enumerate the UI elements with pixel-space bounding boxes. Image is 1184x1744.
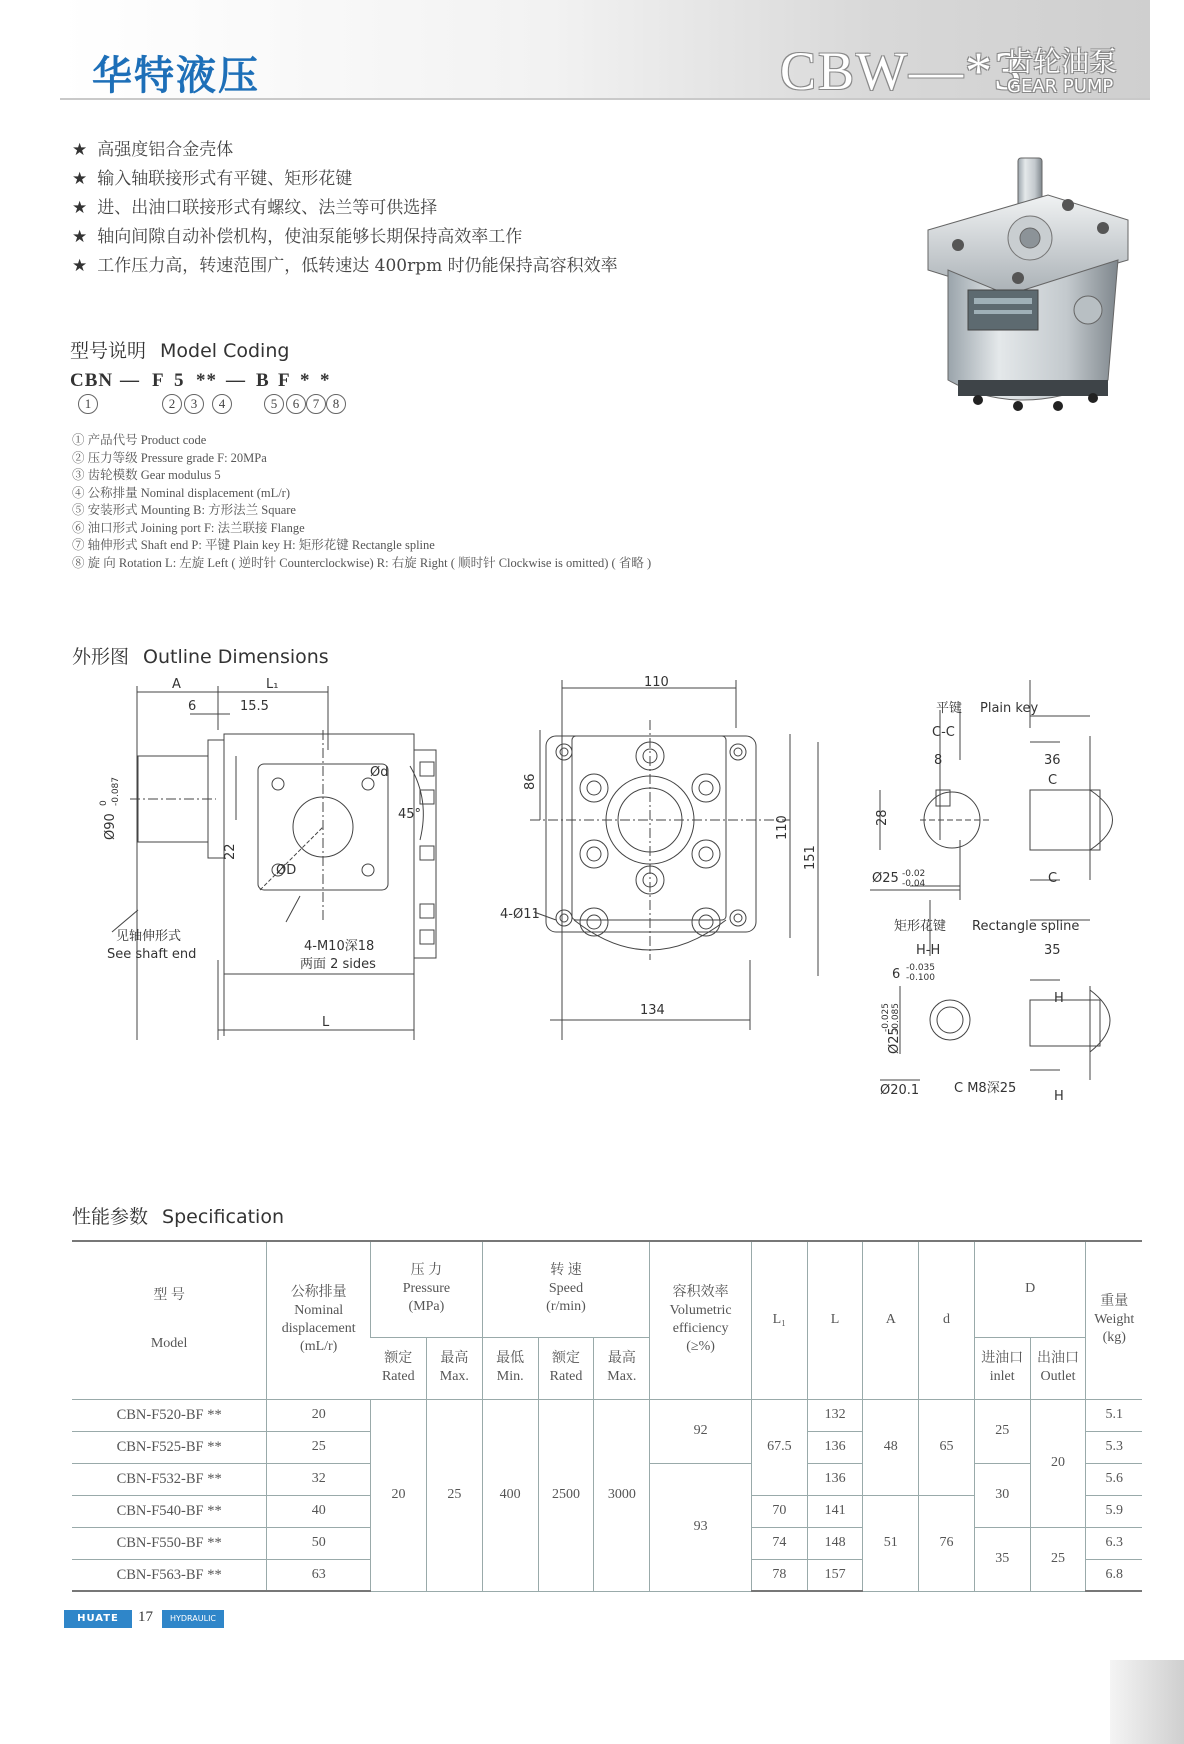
col-speed: 转 速 Speed (r/min): [482, 1241, 649, 1337]
side-view-drawing: [112, 686, 436, 1040]
spline-thread-note: C M8深25: [954, 1081, 1017, 1096]
cell-model: CBN-F540-BF **: [72, 1495, 267, 1527]
outline-title: 外形图 Outline Dimensions: [72, 646, 329, 668]
cell-speed-max: 3000: [594, 1399, 650, 1591]
cell-L: 136: [807, 1431, 863, 1463]
cell-model: CBN-F563-BF **: [72, 1559, 267, 1591]
dim-L1: L₁: [266, 677, 279, 692]
cell-pressure-rated: 20: [371, 1399, 427, 1591]
page-number: 17: [138, 1609, 153, 1625]
cell-displacement: 20: [267, 1399, 371, 1431]
cell-outlet: 20: [1030, 1399, 1086, 1527]
gear-pump-photo: [918, 150, 1138, 450]
plain-key-section: C-C: [932, 725, 955, 740]
cell-L1: 74: [751, 1527, 807, 1559]
footer-brand-badge: HUATE: [64, 1610, 132, 1628]
star-icon: ★: [72, 140, 88, 160]
cell-weight: 6.8: [1086, 1559, 1142, 1591]
brand-logo-text: 华特液压: [92, 53, 260, 99]
cell-model: CBN-F520-BF **: [72, 1399, 267, 1431]
table-row: [72, 1399, 1142, 1431]
cell-outlet: 25: [1030, 1527, 1086, 1591]
footer-hydraulic-badge: HYDRAULIC: [162, 1610, 224, 1628]
cell-L1: 70: [751, 1495, 807, 1527]
cell-displacement: 63: [267, 1559, 371, 1591]
dim-angle: 45°: [398, 807, 422, 822]
col-pressure: 压 力 Pressure (MPa): [371, 1241, 483, 1337]
dim-phi-90-tol-top: 0: [99, 800, 109, 806]
section-mark-c-top: C: [1048, 773, 1058, 788]
cell-displacement: 32: [267, 1463, 371, 1495]
cell-model: CBN-F532-BF **: [72, 1463, 267, 1495]
legend-line: ⑤ 安装形式 Mounting B: 方形法兰 Square: [72, 503, 296, 517]
dim-134: 134: [640, 1003, 665, 1018]
star-icon: ★: [72, 169, 88, 189]
plain-key-title-cn: 平键: [936, 701, 963, 716]
cell-L: 141: [807, 1495, 863, 1527]
dim-key-36: 36: [1044, 753, 1061, 768]
cell-L: 157: [807, 1559, 863, 1591]
feature-item: ★ 工作压力高，转速范围广，低转速达 400rpm 时仍能保持高容积效率: [72, 256, 618, 276]
star-icon: ★: [72, 256, 88, 276]
series-title: CBW—*3: [780, 41, 1024, 101]
cell-displacement: 40: [267, 1495, 371, 1527]
dim-6: 6: [188, 699, 197, 714]
cell-L: 136: [807, 1463, 863, 1495]
dim-key-28: 28: [875, 809, 890, 826]
legend-line: ③ 齿轮模数 Gear modulus 5: [72, 468, 221, 482]
cell-weight: 5.9: [1086, 1495, 1142, 1527]
cell-efficiency: 92: [650, 1399, 752, 1463]
spline-drawing: [880, 886, 1110, 1080]
model-code-legend: [72, 432, 651, 572]
col-A: A: [863, 1241, 919, 1399]
star-icon: ★: [72, 227, 88, 247]
dim-A: A: [172, 677, 181, 692]
feature-item: ★ 轴向间隙自动补偿机构，使油泵能够长期保持高效率工作: [72, 227, 523, 247]
col-pressure-max: 最高 Max.: [426, 1337, 482, 1399]
model-code-indices: 1 2 3 4 5 6 7 8: [70, 394, 346, 414]
cell-model: CBN-F550-BF **: [72, 1527, 267, 1559]
shaft-end-note-cn: 见轴伸形式: [116, 929, 182, 944]
dim-22: 22: [223, 843, 238, 860]
col-outlet: 出油口 Outlet: [1030, 1337, 1086, 1399]
front-view-drawing: [530, 680, 818, 1040]
feature-item: ★ 输入轴联接形式有平键、矩形花键: [72, 169, 353, 189]
col-d: d: [919, 1241, 975, 1399]
cell-d: 76: [919, 1495, 975, 1591]
page-corner-shade: [1110, 1660, 1184, 1744]
cell-inlet: 30: [974, 1463, 1030, 1527]
dim-key-tol-top: -0.02: [902, 869, 926, 879]
legend-line: ② 压力等级 Pressure grade F: 20MPa: [72, 450, 267, 465]
model-coding-title: 型号说明 Model Coding: [70, 340, 290, 362]
spec-title: 性能参数 Specification: [72, 1206, 285, 1228]
col-speed-min: 最低 Min.: [482, 1337, 538, 1399]
dim-spline-tol-top: -0.035: [906, 963, 936, 973]
dim-phi-90: Ø90: [103, 813, 118, 840]
cell-weight: 5.6: [1086, 1463, 1142, 1495]
star-icon: ★: [72, 198, 88, 218]
spline-title-cn: 矩形花键: [894, 919, 947, 934]
dim-key-tol-bottom: -0.04: [902, 879, 926, 889]
col-D: D: [974, 1241, 1086, 1337]
legend-line: ⑧ 旋 向 Rotation L: 左旋 Left ( 逆时针 Counterclockwise) R: 右旋 Right ( 顺时针 Clockwise is omitted) ( 省略 ): [72, 555, 652, 570]
legend-line: ① 产品代号 Product code: [72, 433, 207, 447]
dim-front-110-width: 110: [644, 675, 669, 690]
cell-inlet: 35: [974, 1527, 1030, 1591]
dim-phi-d: Ød: [370, 765, 389, 780]
dim-15-5: 15.5: [240, 699, 269, 714]
dim-key-phi-25: Ø25: [872, 871, 899, 886]
dim-key-8: 8: [934, 753, 943, 768]
cell-L: 132: [807, 1399, 863, 1431]
dim-86: 86: [523, 773, 538, 790]
cell-pressure-max: 25: [426, 1399, 482, 1591]
col-displacement: 公称排量 Nominal displacement (mL/r): [267, 1241, 371, 1399]
outline-drawings-svg: [0, 660, 1184, 1120]
cell-efficiency: 93: [650, 1463, 752, 1591]
col-weight: 重量 Weight (kg): [1086, 1241, 1142, 1399]
dim-phi-90-tol-bottom: -0.087: [111, 776, 121, 806]
shaft-end-note-en: See shaft end: [107, 947, 197, 962]
col-speed-max: 最高 Max.: [594, 1337, 650, 1399]
dim-spline-6: 6: [892, 967, 901, 982]
col-L1: L₁: [751, 1241, 807, 1399]
model-code-string: CBN — F 5 ** — B F * *: [70, 370, 331, 391]
dim-front-110-height: 110: [775, 815, 790, 840]
col-pressure-rated: 额定 Rated: [371, 1337, 427, 1399]
cell-weight: 5.3: [1086, 1431, 1142, 1463]
section-mark-c-bottom: C: [1048, 871, 1058, 886]
legend-line: ⑦ 轴伸形式 Shaft end P: 平键 Plain key H: 矩形花键 Rectangle spline: [72, 538, 435, 552]
spline-section: H-H: [916, 943, 941, 958]
page-header: [0, 0, 1184, 110]
dim-spline-35: 35: [1044, 943, 1061, 958]
plain-key-title-en: Plain key: [980, 701, 1039, 716]
section-mark-h-bottom: H: [1054, 1089, 1064, 1104]
dim-spline-phi-25-tol-top: -0.025: [881, 1002, 891, 1032]
dim-L: L: [322, 1015, 330, 1030]
cell-A: 48: [863, 1399, 919, 1495]
feature-list: [72, 136, 618, 281]
cell-inlet: 25: [974, 1399, 1030, 1463]
cell-speed-min: 400: [482, 1399, 538, 1591]
col-efficiency: 容积效率 Volumetric efficiency (≥%): [650, 1241, 752, 1399]
spline-title-en: Rectangle spline: [972, 919, 1080, 934]
model-code-diagram: [70, 370, 346, 414]
dim-holes: 4-Ø11: [500, 907, 540, 922]
col-L: L: [807, 1241, 863, 1399]
thread-note: 4-M10深18: [304, 939, 375, 954]
feature-item: ★ 进、出油口联接形式有螺纹、法兰等可供选择: [72, 198, 438, 218]
product-type-cn: 齿轮油泵: [1005, 45, 1118, 78]
thread-sides-note: 两面 2 sides: [300, 957, 376, 972]
product-type-en: GEAR PUMP: [1007, 76, 1114, 97]
cell-L1: 67.5: [751, 1399, 807, 1495]
cell-displacement: 25: [267, 1431, 371, 1463]
legend-line: ⑥ 油口形式 Joining port F: 法兰联接 Flange: [72, 520, 305, 535]
col-model: 型 号 Model: [72, 1241, 267, 1399]
dim-spline-phi-20: Ø20.1: [880, 1083, 920, 1098]
feature-item: ★ 高强度铝合金壳体: [72, 140, 234, 160]
spec-table: [72, 1240, 1142, 1592]
dim-151: 151: [803, 845, 818, 870]
dim-phi-D: ØD: [276, 863, 297, 878]
legend-line: ④ 公称排量 Nominal displacement (mL/r): [72, 485, 291, 500]
col-speed-rated: 额定 Rated: [538, 1337, 594, 1399]
section-mark-h-top: H: [1054, 991, 1064, 1006]
dim-spline-phi-25: Ø25: [887, 1027, 902, 1054]
dim-spline-tol-bottom: -0.100: [906, 973, 936, 983]
cell-d: 65: [919, 1399, 975, 1495]
cell-model: CBN-F525-BF **: [72, 1431, 267, 1463]
outline-drawings: [0, 660, 1184, 1120]
cell-speed-rated: 2500: [538, 1399, 594, 1591]
cell-L: 148: [807, 1527, 863, 1559]
dim-spline-phi-25-tol-bottom: -0.085: [891, 1002, 901, 1032]
cell-A: 51: [863, 1495, 919, 1591]
cell-weight: 6.3: [1086, 1527, 1142, 1559]
cell-weight: 5.1: [1086, 1399, 1142, 1431]
cell-displacement: 50: [267, 1527, 371, 1559]
cell-L1: 78: [751, 1559, 807, 1591]
col-inlet: 进油口 inlet: [974, 1337, 1030, 1399]
